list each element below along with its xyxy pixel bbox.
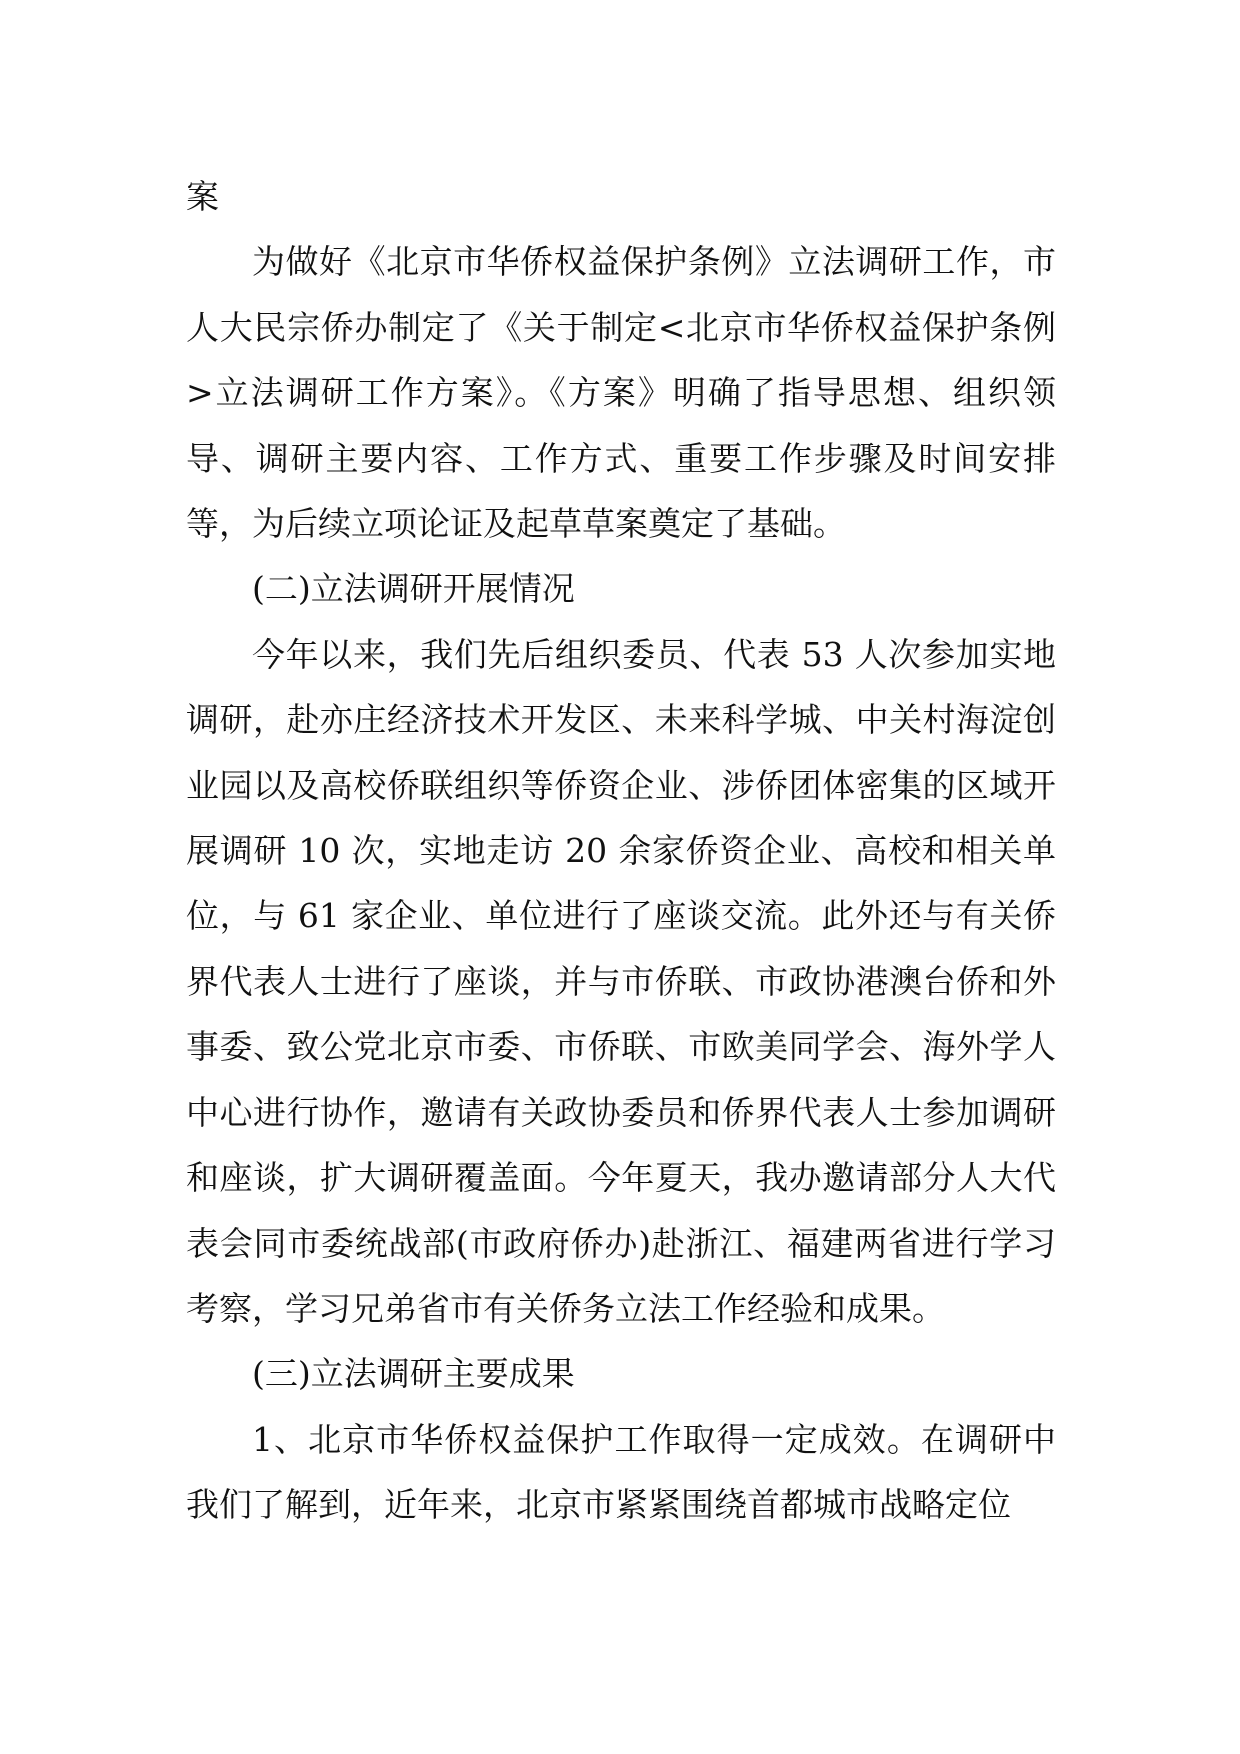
paragraph-research-activities: 今年以来，我们先后组织委员、代表 53 人次参加实地调研，赴亦庄经济技术开发区、未来科学城、中关村海淀创业园以及高校侨联组织等侨资企业、涉侨团体密集的区域开展调研 10 次，实地走访 20 余家侨资企业、高校和相关单位，与 61 家企业、单位进行了座谈交流。此外还与有关侨界代表人士进行了座谈，并与市侨联、市政协港澳台侨和外事委、致公党北京市委、市侨联、市欧美同学会、海外学人中心进行协作，邀请有关政协委员和侨界代表人士参加调研和座谈，扩大调研覆盖面。今年夏天，我办邀请部分人大代表会同市委统战部(市政府侨办)赴浙江、福建两省进行学习考察，学习兄弟省市有关侨务立法工作经验和成果。: [186, 634, 1056, 1328]
paragraph-protection-results: 1、北京市华侨权益保护工作取得一定成效。在调研中我们了解到，近年来，北京市紧紧围绕首都城市战略定位: [186, 1419, 1056, 1525]
paragraph-continuation: 案: [186, 177, 219, 216]
section-heading-research-progress: (二)立法调研开展情况: [252, 569, 575, 609]
section-heading-research-results: (三)立法调研主要成果: [252, 1354, 575, 1394]
paragraph-work-plan: 为做好《北京市华侨权益保护条例》立法调研工作，市人大民宗侨办制定了《关于制定<北京市华侨权益保护条例>立法调研工作方案》。《方案》明确了指导思想、组织领导、调研主要内容、工作方式、重要工作步骤及时间安排等，为后续立项论证及起草草案奠定了基础。: [186, 242, 1056, 544]
document-body: [186, 164, 1056, 1538]
